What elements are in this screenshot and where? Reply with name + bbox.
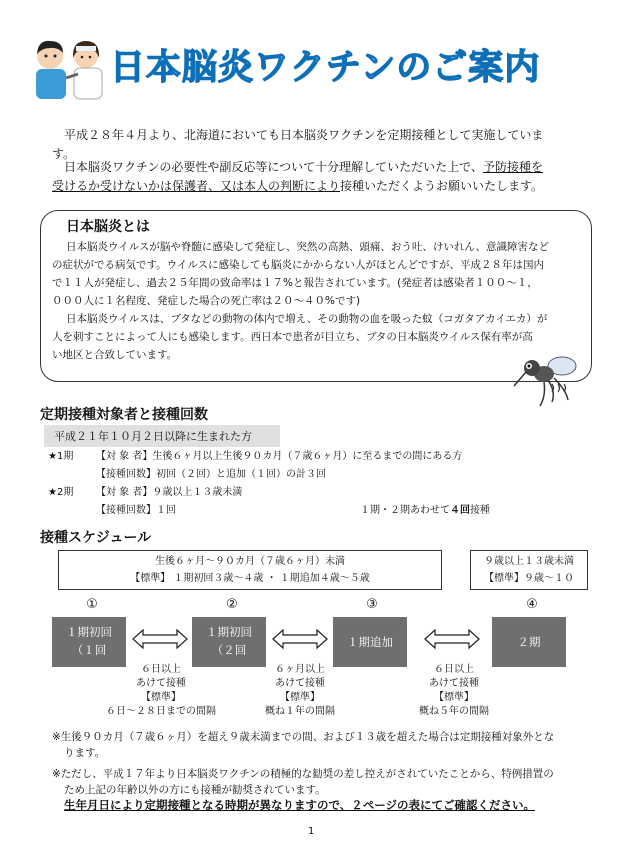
interval-note-line: ６日以上 (141, 664, 181, 675)
period1-range-box (58, 550, 442, 590)
interval-note-line: 【標準】 (280, 692, 320, 703)
footnote-1-line-2: ります。 (64, 747, 106, 759)
period2-range-line2: 【標準】９歳～１０ (484, 573, 574, 584)
interval-note-line: ６日～２８日までの間隔 (106, 706, 216, 717)
about-line: ０００人に１名程度、発症した場合の死亡率は２０～４０%です) (52, 295, 361, 307)
total-doses (360, 503, 490, 519)
period1-count: 【接種回数】初回（２回）と追加（１回）の計３回 (96, 469, 326, 480)
interval-note-1 (100, 663, 222, 719)
about-line: 日本脳炎ウイルスは、ブタなどの動物の体内で増え、その動物の血を吸った蚊（コガタアカイエカ）が (66, 313, 548, 325)
interval-note-line: 概ね１年の間隔 (265, 706, 335, 717)
footnote-1-line-1: ※生後９０カ月（７歳６ヶ月）を超え９歳未満までの間、および１３歳を超えた場合は定期接種対象外とな (52, 731, 555, 743)
double-arrow-icon (272, 628, 328, 650)
interval-note-3 (404, 663, 504, 719)
period2-range-box (470, 550, 588, 590)
about-line: い地区と合致しています。 (52, 349, 178, 361)
step-4-label: ２期 (517, 635, 541, 649)
period1-target: 【対 象 者】生後６ヶ月以上生後９０カ月（７歳６ヶ月）に至るまでの間にある方 (96, 451, 463, 462)
period1-range-line1: 生後６ヶ月～９０カ月（７歳６ヶ月）未満 (155, 556, 345, 567)
step-1-dose: （１回 (71, 643, 107, 657)
intro-line-2: す。 (52, 147, 76, 161)
intro-line-4-text: 接種いただくようお願いいたします。 (340, 179, 544, 193)
step-2-dose: （２回 (211, 643, 247, 657)
about-title: 日本脳炎とは (66, 219, 150, 235)
intro-line-1: 平成２８年４月より、北海道においても日本脳炎ワクチンを定期接種として実施していま (64, 128, 544, 142)
period2-count: 【接種回数】１回 (96, 505, 176, 516)
intro-line-4-underlined: 受けるか受けないかは保護者、又は本人の判断により (52, 179, 341, 193)
footnote-3: 生年月日により定期接種となる時期が異なりますので、２ページの表にてご確認ください。 (64, 798, 536, 812)
intro-line-3-underlined: 予防接種を (482, 160, 543, 174)
interval-note-line: あけて接種 (429, 678, 479, 689)
eligibility-heading: 定期接種対象者と接種回数 (40, 407, 208, 423)
about-line: の症状がでる病気です。ウイルスに感染しても脳炎にかからない人がほとんどですが、平成２８年は国内 (52, 259, 545, 271)
step-4-box (492, 617, 566, 667)
vaccination-illustration (28, 36, 108, 100)
interval-note-line: 概ね５年の間隔 (419, 706, 489, 717)
interval-note-line: 【標準】 (434, 692, 474, 703)
total-doses-count: ４回 (450, 505, 470, 516)
intro-line-4 (52, 177, 543, 196)
page-title: 日本脳炎ワクチンのご案内 (110, 48, 541, 88)
total-doses-suffix: 接種 (470, 505, 490, 516)
birth-criterion: 平成２１年１０月２日以降に生まれた方 (54, 430, 252, 443)
about-line: 日本脳炎ウイルスが脳や脊髄に感染して発症し、突然の高熱、頭痛、おう吐、けいれん、意識障害など (66, 241, 549, 253)
step-number: ② (226, 597, 238, 612)
about-line: 人を刺すことによって人にも感染します。西日本で患者が目立ち、ブタの日本脳炎ウイルス保有率が高 (52, 331, 533, 343)
double-arrow-icon (424, 628, 480, 650)
intro-line-3-text: 日本脳炎ワクチンの必要性や副反応等について十分理解していただいた上で、 (64, 160, 483, 174)
interval-note-line: ６日以上 (434, 664, 474, 675)
step-number: ① (86, 597, 98, 612)
period2-label: ★2期 (48, 487, 74, 498)
interval-note-line: あけて接種 (136, 678, 186, 689)
schedule-heading: 接種スケジュール (40, 530, 152, 546)
period1-label: ★1期 (48, 451, 74, 462)
interval-note-line: ６ヶ月以上 (275, 664, 325, 675)
period2-range-line1: ９歳以上１３歳未満 (484, 556, 574, 567)
total-doses-prefix: １期・２期あわせて (360, 505, 450, 516)
about-body (52, 238, 549, 364)
step-1-box (52, 617, 126, 667)
interval-note-line: 【標準】 (141, 692, 181, 703)
mosquito-icon (512, 352, 584, 410)
step-3-label: １期追加 (347, 635, 393, 649)
step-number: ④ (526, 597, 538, 612)
about-line: で１１人が発症し、過去２５年間の致命率は１７%と報告されています。(発症者は感染者１００～１， (52, 277, 538, 289)
double-arrow-icon (132, 628, 188, 650)
intro-line-3 (64, 158, 543, 177)
period1-range-line2: 【標準】 １期初回３歳～４歳 ・ １期追加４歳～５歳 (130, 573, 370, 584)
footnote-2-line-2: ため上記の年齢以外の方にも接種が勧奨されています。 (64, 784, 326, 796)
footnote-2-line-1: ※ただし、平成１７年より日本脳炎ワクチンの積極的な勧奨の差し控えがされていたことから、特例措置の (52, 768, 554, 780)
step-number: ③ (366, 597, 378, 612)
interval-note-line: あけて接種 (275, 678, 325, 689)
period2-target: 【対 象 者】９歳以上１３歳未満 (96, 487, 243, 498)
step-3-box (333, 617, 407, 667)
step-2-box (192, 617, 266, 667)
interval-note-2 (250, 663, 350, 719)
step-2-label: １期初回 (206, 625, 252, 639)
step-1-label: １期初回 (66, 625, 112, 639)
page-number: 1 (308, 826, 315, 837)
